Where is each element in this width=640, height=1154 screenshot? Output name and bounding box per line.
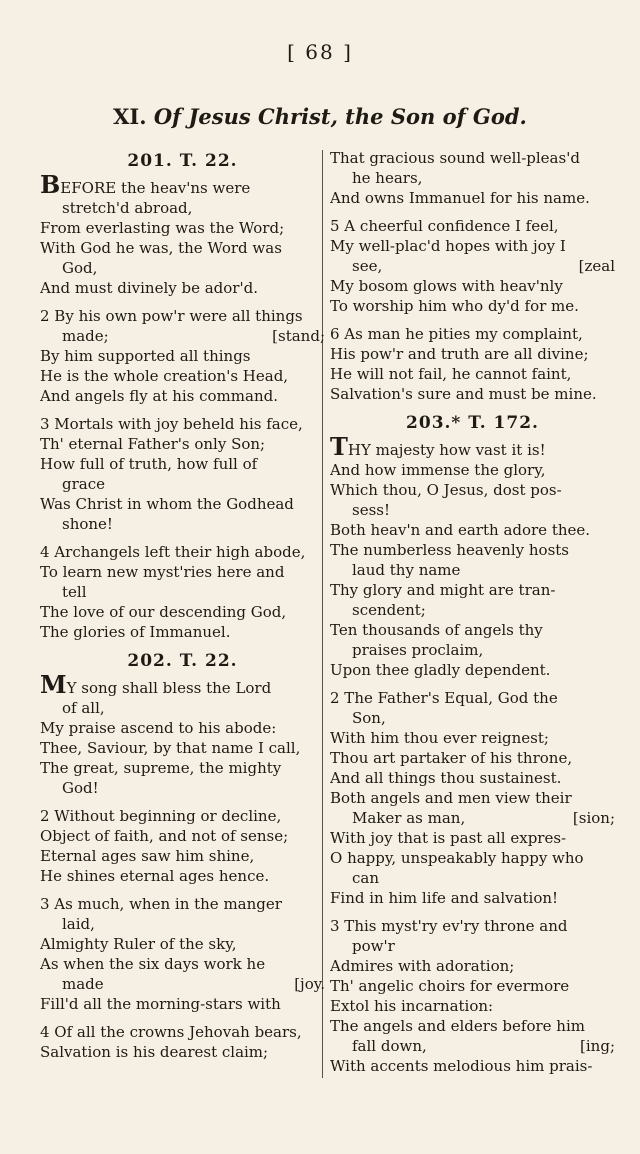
hymn-202-stanza-5 [330, 216, 615, 316]
page-number: [ 68 ] [287, 40, 353, 64]
verse-line: Admires with adoration; [330, 957, 515, 975]
verse-line: The great, supreme, the mighty [40, 759, 282, 777]
verse-turnover: [stand; [272, 327, 325, 345]
verse-line: Salvation's sure and must be mine. [330, 385, 597, 403]
verse-line: Thy glory and might are tran- [330, 581, 556, 599]
verse-line: sess! [352, 501, 390, 519]
verse-line: He is the whole creation's Head, [40, 367, 289, 385]
verse-line: 3 This myst'ry ev'ry throne and [330, 917, 568, 935]
verse-line: He will not fail, he cannot faint, [330, 365, 572, 383]
verse-line: 4 Of all the crowns Jehovah bears, [40, 1023, 302, 1041]
verse-line: scendent; [352, 601, 426, 619]
hymn-202-stanza-3 [40, 894, 325, 1014]
verse-text: EFORE the heav'ns were [60, 179, 251, 197]
verse-turnover: [joy. [294, 975, 325, 993]
verse-line: By him supported all things [40, 347, 251, 365]
verse-text: made; [62, 327, 109, 345]
verse-line [330, 437, 615, 460]
verse-line: As when the six days work he [40, 955, 266, 973]
verse-text: made [62, 975, 104, 993]
verse-line: God! [62, 779, 99, 797]
verse-line: And all things thou sustainest. [330, 769, 562, 787]
verse-line: God, [62, 259, 98, 277]
verse-line: laud thy name [352, 561, 461, 579]
verse-line: From everlasting was the Word; [40, 219, 285, 237]
hymn-203-heading: 203.* T. 172. [406, 413, 539, 433]
verse-line: praises proclaim, [352, 641, 484, 659]
verse-line: He shines eternal ages hence. [40, 867, 270, 885]
verse-line: stretch'd abroad, [62, 199, 193, 217]
verse-text: Y song shall bless the Lord [66, 679, 272, 697]
verse-line: 2 Without beginning or decline, [40, 807, 282, 825]
hymn-201-stanza-4 [40, 542, 325, 642]
section-title [0, 104, 640, 129]
verse-line: 2 By his own pow'r were all things [40, 307, 303, 325]
verse-text: see, [352, 257, 383, 275]
verse-line: Upon thee gladly dependent. [330, 661, 551, 679]
verse-line: Th' eternal Father's only Son; [40, 435, 266, 453]
verse-line: 5 A cheerful confidence I feel, [330, 217, 559, 235]
hymn-202-stanza-2 [40, 806, 325, 886]
verse-line: To learn new myst'ries here and [40, 563, 285, 581]
verse-line: Find in him life and salvation! [330, 889, 559, 907]
hymn-202-continuation [330, 148, 615, 208]
verse-line: shone! [62, 515, 113, 533]
hymn-203-stanza-1 [330, 437, 615, 680]
hymn-202-stanza-1 [40, 675, 325, 798]
section-numeral: XI. [113, 104, 147, 129]
verse-line: Object of faith, and not of sense; [40, 827, 289, 845]
verse-line: Th' angelic choirs for evermore [330, 977, 570, 995]
verse-line: With God he was, the Word was [40, 239, 282, 257]
drop-cap: T [330, 437, 348, 460]
verse-line: Was Christ in whom the Godhead [40, 495, 294, 513]
verse-line: And must divinely be ador'd. [40, 279, 258, 297]
verse-line: laid, [62, 915, 95, 933]
verse-line: The numberless heavenly hosts [330, 541, 569, 559]
verse-turnover: [zeal [578, 257, 615, 275]
verse-line: My bosom glows with heav'nly [330, 277, 563, 295]
verse-line: Both angels and men view their [330, 789, 572, 807]
verse-line: With him thou ever reignest; [330, 729, 549, 747]
right-column [330, 148, 615, 1084]
verse-line: Almighty Ruler of the sky, [40, 935, 237, 953]
verse-text: HY majesty how vast it is! [347, 441, 546, 459]
verse-line: 4 Archangels left their high abode, [40, 543, 306, 561]
verse-line: Fill'd all the morning-stars with [40, 995, 281, 1013]
verse-line: The angels and elders before him [330, 1017, 585, 1035]
verse-line [330, 256, 615, 276]
verse-line: My well-plac'd hopes with joy I [330, 237, 566, 255]
verse-line: of all, [62, 699, 105, 717]
verse-line: My praise ascend to his abode: [40, 719, 277, 737]
verse-line: 3 As much, when in the manger [40, 895, 282, 913]
verse-line: How full of truth, how full of [40, 455, 258, 473]
verse-line: With joy that is past all expres- [330, 829, 567, 847]
verse-line: Which thou, O Jesus, dost pos- [330, 481, 562, 499]
hymn-203-stanza-3 [330, 916, 615, 1076]
verse-turnover: [ing; [580, 1037, 615, 1055]
section-title-text: Of Jesus Christ, the Son of God. [153, 104, 527, 129]
verse-line: The love of our descending God, [40, 603, 287, 621]
verse-line: Son, [352, 709, 386, 727]
verse-text: Maker as man, [352, 809, 466, 827]
verse-line [40, 675, 325, 698]
verse-line [40, 326, 325, 346]
verse-line: Extol his incarnation: [330, 997, 494, 1015]
verse-line: grace [62, 475, 105, 493]
verse-line [40, 974, 325, 994]
verse-line: Salvation is his dearest claim; [40, 1043, 269, 1061]
hymn-201-stanza-2 [40, 306, 325, 406]
hymn-202-stanza-6 [330, 324, 615, 404]
verse-line [330, 1036, 615, 1056]
verse-line: can [352, 869, 380, 887]
left-column [40, 148, 325, 1070]
verse-line: Thee, Saviour, by that name I call, [40, 739, 301, 757]
verse-line: 3 Mortals with joy beheld his face, [40, 415, 303, 433]
verse-line: That gracious sound well-pleas'd [330, 149, 580, 167]
hymn-202-stanza-4 [40, 1022, 325, 1062]
verse-line [40, 175, 325, 198]
verse-line [330, 808, 615, 828]
drop-cap: B [40, 175, 61, 198]
verse-line: And angels fly at his command. [40, 387, 278, 405]
hymn-201-stanza-3 [40, 414, 325, 534]
verse-line: Thou art partaker of his throne, [330, 749, 573, 767]
drop-cap: M [40, 675, 67, 698]
verse-line: tell [62, 583, 87, 601]
verse-line: 2 The Father's Equal, God the [330, 689, 558, 707]
verse-line: Ten thousands of angels thy [330, 621, 543, 639]
verse-line: And how immense the glory, [330, 461, 546, 479]
verse-line: O happy, unspeakably happy who [330, 849, 584, 867]
verse-line: To worship him who dy'd for me. [330, 297, 579, 315]
verse-line: pow'r [352, 937, 395, 955]
verse-text: fall down, [352, 1037, 427, 1055]
hymn-202-heading: 202. T. 22. [127, 651, 238, 671]
verse-line: His pow'r and truth are all divine; [330, 345, 589, 363]
verse-line: Both heav'n and earth adore thee. [330, 521, 591, 539]
verse-line: 6 As man he pities my complaint, [330, 325, 583, 343]
verse-line: With accents melodious him prais- [330, 1057, 593, 1075]
verse-line: he hears, [352, 169, 423, 187]
hymn-201-stanza-1 [40, 175, 325, 298]
verse-line: Eternal ages saw him shine, [40, 847, 255, 865]
verse-line: And owns Immanuel for his name. [330, 189, 590, 207]
hymn-203-stanza-2 [330, 688, 615, 908]
verse-line: The glories of Immanuel. [40, 623, 231, 641]
verse-turnover: [sion; [572, 809, 615, 827]
hymn-201-heading: 201. T. 22. [127, 151, 238, 171]
